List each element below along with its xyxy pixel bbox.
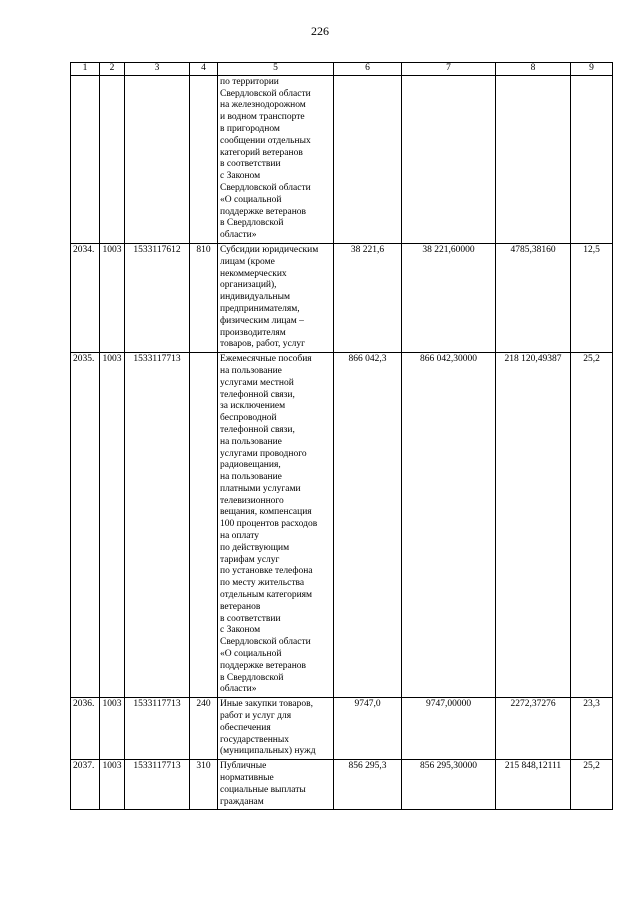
planned-amount: 856 295,3 — [334, 760, 402, 810]
executed-amount: 4785,38160 — [496, 243, 571, 352]
expense-type: 810 — [190, 243, 218, 352]
table-row — [71, 353, 613, 698]
row-number: 2035. — [71, 353, 100, 698]
planned-amount — [334, 75, 402, 243]
refined-amount: 38 221,60000 — [402, 243, 496, 352]
refined-amount — [402, 75, 496, 243]
item-name: Иные закупки товаров, работ и услуг для обеспечения государственных (муниципальных) нужд — [218, 698, 334, 760]
expense-type — [190, 353, 218, 698]
column-header: 1 — [71, 63, 100, 76]
column-header: 4 — [190, 63, 218, 76]
planned-amount: 38 221,6 — [334, 243, 402, 352]
row-number: 2037. — [71, 760, 100, 810]
table-row — [71, 75, 613, 243]
refined-amount: 9747,00000 — [402, 698, 496, 760]
row-number: 2036. — [71, 698, 100, 760]
expense-type: 310 — [190, 760, 218, 810]
section-code: 1003 — [100, 698, 125, 760]
planned-amount: 866 042,3 — [334, 353, 402, 698]
executed-amount — [496, 75, 571, 243]
column-header: 6 — [334, 63, 402, 76]
execution-percent — [571, 75, 613, 243]
table-row — [71, 760, 613, 810]
row-number — [71, 75, 100, 243]
executed-amount: 218 120,49387 — [496, 353, 571, 698]
target-code: 1533117713 — [125, 760, 190, 810]
execution-percent: 25,2 — [571, 353, 613, 698]
item-name: по территории Свердловской области на железнодорожном и водном транспорте в пригородном сообщении отдельных категорий ветеранов в соответствии с Законом Свердловской области «О социальной поддержке ветеранов в Свердловской области» — [218, 75, 334, 243]
execution-percent: 23,3 — [571, 698, 613, 760]
item-name: Публичные нормативные социальные выплаты гражданам — [218, 760, 334, 810]
item-name: Субсидии юридическим лицам (кроме некоммерческих организаций), индивидуальным предпринимателям, физическим лицам – производителям товаров, работ, услуг — [218, 243, 334, 352]
row-number: 2034. — [71, 243, 100, 352]
page-number: 226 — [311, 24, 329, 38]
executed-amount: 2272,37276 — [496, 698, 571, 760]
expense-type: 240 — [190, 698, 218, 760]
expense-type — [190, 75, 218, 243]
target-code: 1533117713 — [125, 353, 190, 698]
target-code — [125, 75, 190, 243]
refined-amount: 856 295,30000 — [402, 760, 496, 810]
execution-percent: 12,5 — [571, 243, 613, 352]
section-code: 1003 — [100, 243, 125, 352]
header-row — [71, 63, 613, 76]
column-header: 3 — [125, 63, 190, 76]
table-row — [71, 698, 613, 760]
table-row — [71, 243, 613, 352]
execution-percent: 25,2 — [571, 760, 613, 810]
column-header: 5 — [218, 63, 334, 76]
column-header: 7 — [402, 63, 496, 76]
planned-amount: 9747,0 — [334, 698, 402, 760]
item-name: Ежемесячные пособия на пользование услугами местной телефонной связи, за исключением беспроводной телефонной связи, на пользование услугами проводного радиовещания, на пользование платными услугами телевизионного вещания, компенсация 100 процентов расходов на оплату по действующим тарифам услуг по установке телефона по месту жительства отдельным категориям ветеранов в соответствии с Законом Свердловской области «О социальной поддержке ветеранов в Свердловской области» — [218, 353, 334, 698]
section-code: 1003 — [100, 760, 125, 810]
refined-amount: 866 042,30000 — [402, 353, 496, 698]
executed-amount: 215 848,12111 — [496, 760, 571, 810]
column-header: 9 — [571, 63, 613, 76]
target-code: 1533117713 — [125, 698, 190, 760]
column-header: 8 — [496, 63, 571, 76]
section-code — [100, 75, 125, 243]
target-code: 1533117612 — [125, 243, 190, 352]
budget-table — [70, 62, 613, 810]
column-header: 2 — [100, 63, 125, 76]
section-code: 1003 — [100, 353, 125, 698]
